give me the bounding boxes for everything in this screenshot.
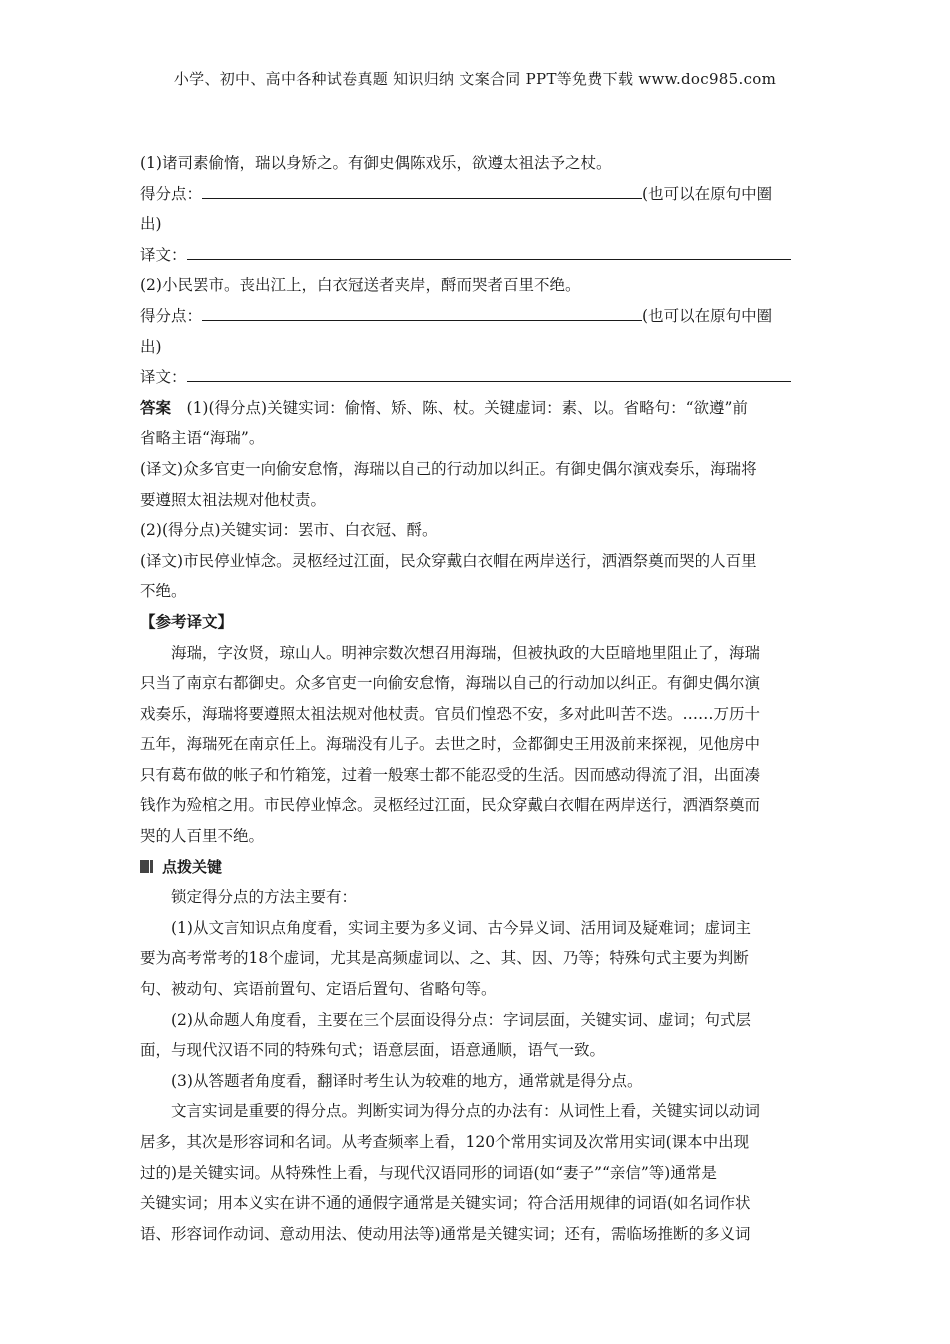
- keypoints-line: 面，与现代汉语不同的特殊句式；语意层面，语意通顺，语气一致。: [140, 1041, 606, 1060]
- score-blank-2[interactable]: [202, 303, 642, 321]
- question-1-score-row: [140, 179, 812, 210]
- keypoints-line: 句、被动句、宾语前置句、定语后置句、省略句等。: [140, 980, 497, 999]
- answer-line-1: [140, 393, 812, 424]
- keypoints-heading: [140, 852, 812, 883]
- keypoints-line: 关键实词；用本义实在讲不通的通假字通常是关键实词；符合活用规律的词语(如名词作状: [140, 1194, 751, 1213]
- translation-label: 译文：: [140, 245, 187, 264]
- keypoints-line: 居多，其次是形容词和名词。从考查频率上看，120个常用实词及次常用实词(课本中出现: [140, 1133, 750, 1151]
- section-bar-icon: [140, 860, 149, 873]
- reference-line: 只有葛布做的帐子和竹箱笼，过着一般寒士都不能忍受的生活。因而感动得流了泪，出面凑: [140, 765, 761, 784]
- reference-line: 戏奏乐，海瑞将要遵照太祖法规对他杖责。官员们惶恐不安，多对此叫苦不迭。……万历十: [140, 704, 761, 723]
- question-2-translation-row: [140, 362, 812, 393]
- reference-line: 钱作为殓棺之用。市民停业悼念。灵柩经过江面，民众穿戴白衣帽在两岸送行，洒酒祭奠而: [140, 796, 761, 815]
- score-blank-1[interactable]: [202, 181, 642, 199]
- reference-line: 只当了南京右都御史。众多官吏一向偷安怠惰，海瑞以自己的行动加以纠正。有御史偶尔演: [140, 674, 761, 693]
- answer-text: (1)(得分点)关键实词：偷惰、矫、陈、杖。关键虚词：素、以。省略句：“欲遵”前: [171, 398, 748, 417]
- translation-label: 译文：: [140, 368, 187, 387]
- question-1-sentence: (1)诸司素偷惰，瑞以身矫之。有御史偶陈戏乐，欲遵太祖法予之杖。: [140, 154, 612, 172]
- reference-title: 【参考译文】: [140, 611, 234, 631]
- reference-line: 海瑞，字汝贤，琼山人。明神宗数次想召用海瑞，但被执政的大臣暗地里阻止了，海瑞: [171, 643, 761, 662]
- score-label: 得分点：: [140, 306, 203, 325]
- keypoints-line: 文言实词是重要的得分点。判断实词为得分点的办法有：从词性上看，关键实词以动词: [171, 1102, 761, 1121]
- answer-translation-2b: 不绝。: [140, 582, 187, 601]
- keypoints-intro: 锁定得分点的方法主要有：: [171, 888, 358, 907]
- translation-blank-2[interactable]: [187, 364, 791, 382]
- question-2-score-row: [140, 301, 812, 332]
- page-header: 小学、初中、高中各种试卷真题 知识归纳 文案合同 PPT等免费下载 www.doc985.com: [173, 70, 777, 88]
- keypoints-title: 点拨关键: [162, 857, 223, 876]
- question-2-sentence: (2)小民罢市。丧出江上，白衣冠送者夹岸，酹而哭者百里不绝。: [140, 276, 581, 295]
- reference-line: 哭的人百里不绝。: [140, 827, 265, 846]
- keypoints-paragraph-1: [140, 913, 812, 1005]
- keypoints-line: 语、形容词作动词、意动用法、使动用法等)通常是关键实词；还有，需临场推断的多义词: [140, 1224, 751, 1243]
- reference-line: 五年，海瑞死在南京任上。海瑞没有儿子。去世之时，佥都御史王用汲前来探视，见他房中: [140, 735, 761, 754]
- score-note: (也可以在原句中圈: [642, 184, 773, 203]
- answer-translation-1a: (译文)众多官吏一向偷安怠惰，海瑞以自己的行动加以纠正。有御史偶尔演戏奏乐，海瑞将: [140, 459, 757, 478]
- keypoints-paragraph-4: [140, 1096, 812, 1249]
- answer-line-2: 省略主语“海瑞”。: [140, 429, 265, 448]
- answer-translation-2a: (译文)市民停业悼念。灵柩经过江面，民众穿戴白衣帽在两岸送行，洒酒祭奠而哭的人百里: [140, 551, 757, 570]
- keypoints-line: (2)从命题人角度看，主要在三个层面设得分点：字词层面，关键实词、虚词；句式层: [171, 1010, 751, 1029]
- score-note-cont: 出): [140, 337, 162, 356]
- score-label: 得分点：: [140, 184, 203, 203]
- translation-blank-1[interactable]: [187, 242, 791, 260]
- keypoints-line: 要为高考常考的18个虚词，尤其是高频虚词以、之、其、因、乃等；特殊句式主要为判断: [140, 949, 749, 968]
- keypoints-line: 过的)是关键实词。从特殊性上看，与现代汉语同形的词语(如“妻子”“亲信”等)通常是: [140, 1163, 717, 1182]
- reference-paragraph: [140, 638, 812, 852]
- answer-2-score: (2)(得分点)关键实词：罢市、白衣冠、酹。: [140, 521, 438, 540]
- document-body: [140, 148, 812, 1249]
- score-note-cont: 出): [140, 215, 162, 234]
- score-note: (也可以在原句中圈: [642, 306, 773, 325]
- keypoints-paragraph-2: [140, 1005, 812, 1066]
- answer-translation-1b: 要遵照太祖法规对他杖责。: [140, 490, 327, 509]
- keypoints-paragraph-3: [140, 1066, 812, 1097]
- answer-label: 答案: [140, 397, 172, 417]
- question-1-translation-row: [140, 240, 812, 271]
- keypoints-line: (3)从答题者角度看，翻译时考生认为较难的地方，通常就是得分点。: [171, 1071, 643, 1090]
- keypoints-line: (1)从文言知识点角度看，实词主要为多义词、古今异义词、活用词及疑难词；虚词主: [171, 918, 751, 937]
